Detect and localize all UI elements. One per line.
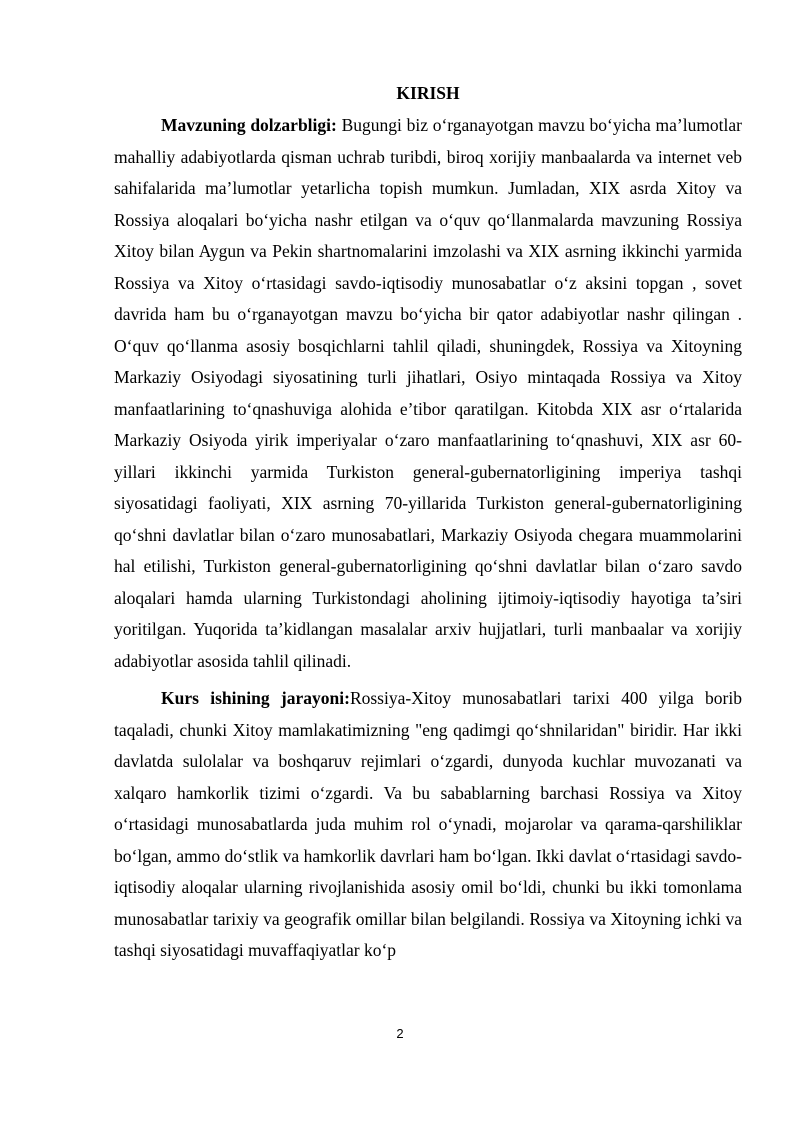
paragraph-relevance — [114, 110, 742, 677]
paragraph-course-process — [114, 683, 742, 967]
page-content — [114, 80, 742, 967]
page-number: 2 — [396, 1026, 404, 1041]
section-title: KIRISH — [396, 83, 460, 103]
paragraph-text: Rossiya-Xitoy munosabatlari tarixi 400 yilga borib taqaladi, chunki Xitoy mamlakatimizning "eng qadimgi qo‘shnilaridan" biridir. Har ikki davlatda sulolalar va boshqaruv rejimlari o‘zgardi, dunyoda kuchlar muvozanati va xalqaro hamkorlik tizimi o‘zgardi. Va bu sabablarning barchasi Rossiya va Xitoy o‘rtasidagi munosabatlarda juda muhim rol o‘ynadi, mojarolar va qarama-qarshiliklar bo‘lgan, ammo do‘stlik va hamkorlik davrlari ham bo‘lgan. Ikki davlat o‘rtasidagi savdo-iqtisodiy aloqalar ularning rivojlanishida asosiy omil bo‘ldi, chunki bu ikki tomonlama munosabatlar tarixiy va geografik omillar bilan belgilandi. Rossiya va Xitoyning ichki va tashqi siyosatidagi muvaffaqiyatlar ko‘p — [114, 688, 742, 960]
paragraph-lead: Kurs ishining jarayoni: — [161, 688, 350, 708]
paragraph-text: Bugungi biz o‘rganayotgan mavzu bo‘yicha ma’lumotlar mahalliy adabiyotlarda qisman uchrab turibdi, biroq xorijiy manbaalarda va internet veb sahifalarida ma’lumotlar yetarlicha topish mumkun. Jumladan, XIX asrda Xitoy va Rossiya aloqalari bo‘yicha nashr etilgan va o‘quv qo‘llanmalarda mavzuning Rossiya Xitoy bilan Aygun va Pekin shartnomalarini imzolashi va XIX asrning ikkinchi yarmida Rossiya va Xitoy o‘rtasidagi savdo-iqtisodiy munosabatlar o‘z aksini topgan , sovet davrida ham bu o‘rganayotgan mavzu bo‘yicha bir qator adabiyotlar nashr qilingan . O‘quv qo‘llanma asosiy bosqichlarni tahlil qiladi, shuningdek, Rossiya va Xitoyning Markaziy Osiyodagi siyosatining turli jihatlari, Osiyo mintaqada Rossiya va Xitoy manfaatlarining to‘qnashuviga alohida e’tibor qaratilgan. Kitobda XIX asr o‘rtalarida Markaziy Osiyoda yirik imperiyalar o‘zaro manfaatlarining to‘qnashuvi, XIX asr 60-yillari ikkinchi yarmida Turkiston general-gubernatorligining imperiya tashqi siyosatidagi faoliyati, XIX asrning 70-yillarida Turkiston general-gubernatorligining qo‘shni davlatlar bilan o‘zaro munosabatlari, Markaziy Osiyoda chegara muammolarini hal etilishi, Turkiston general-gubernatorligining qo‘shni davlatlar bilan o‘zaro savdo aloqalari hamda ularning Turkistondagi aholining ijtimoiy-iqtisodiy hayotiga ta’siri yoritilgan. Yuqorida ta’kidlangan masalalar arxiv hujjatlari, turli manbaalar va xorijiy adabiyotlar asosida tahlil qilinadi. — [114, 115, 743, 671]
paragraph-lead: Mavzuning dolzarbligi: — [161, 115, 337, 135]
